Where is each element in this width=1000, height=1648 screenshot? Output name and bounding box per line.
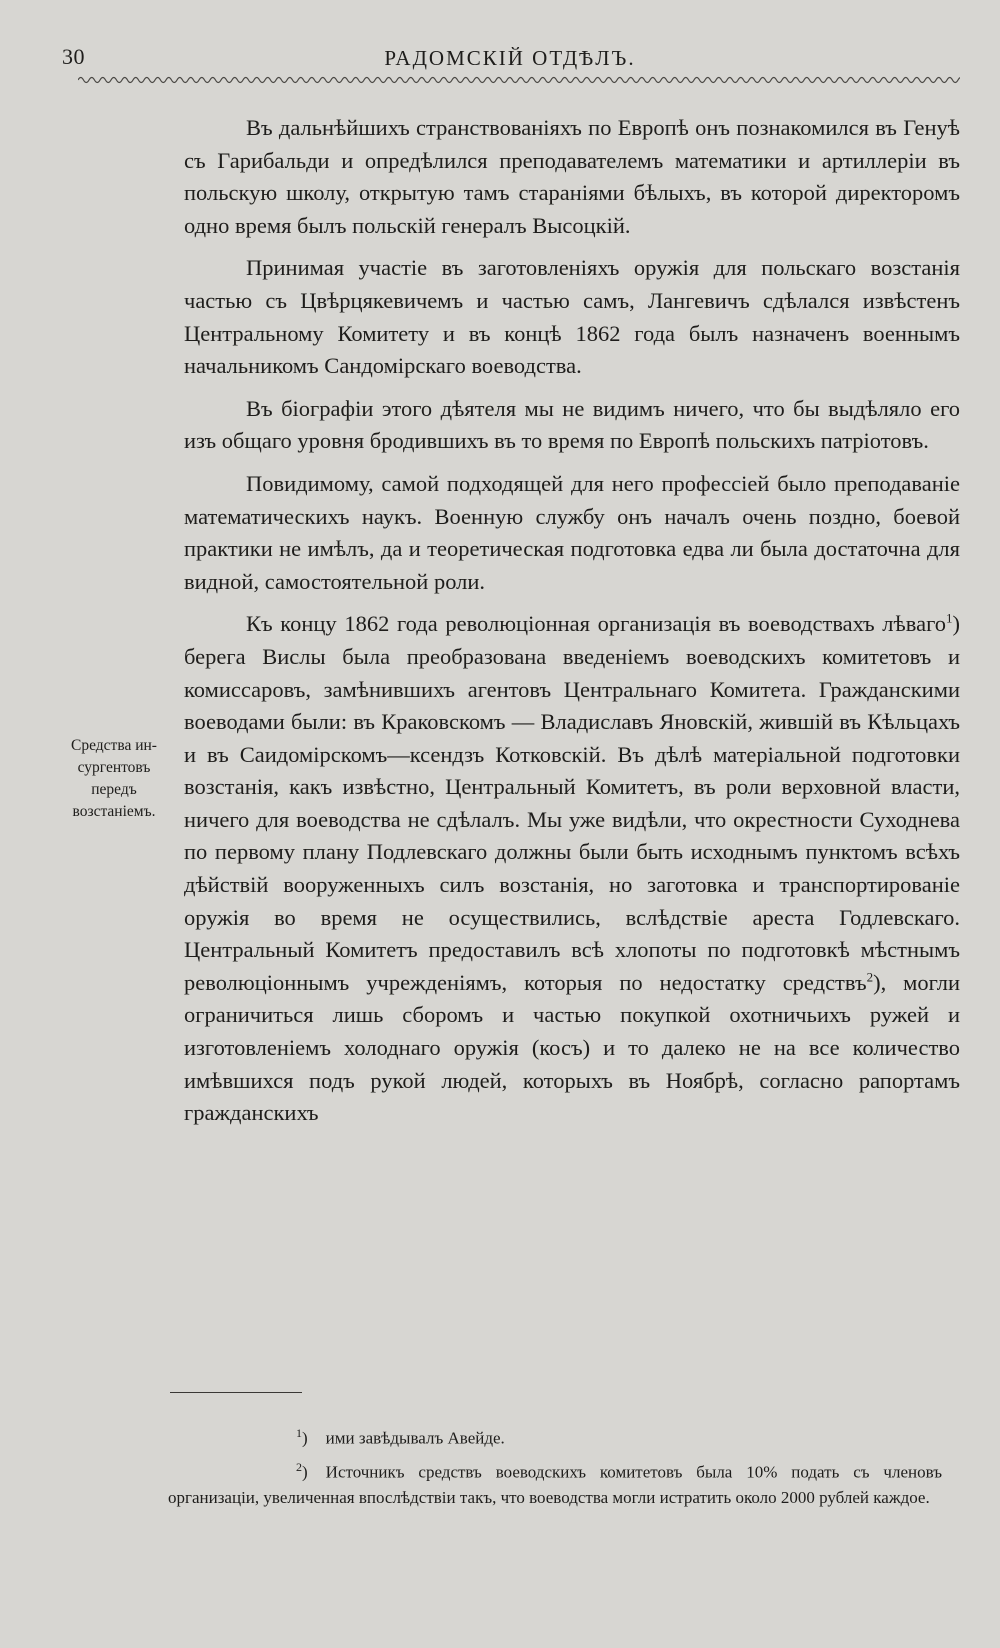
paragraph-text: ) берега Вислы была преобразована введеніемъ воеводскихъ комитетовъ и комиссаровъ, замѣнившихъ агентовъ Центральнаго Комитета. Гражданскими воеводами были: въ Краковскомъ — Владиславъ Яновскій, жившій въ Кѣльцахъ и въ Саидомірскомъ—ксендзъ Котковскій. Въ дѣлѣ матеріальной подготовки возстанія, какъ извѣстно, Центральный Комитетъ, въ роли верховной власти, ничего для воеводства не сдѣлалъ. Мы уже видѣли, что окрестности Суходнева по первому плану Подлевскаго должны были быть исходнымъ пунктомъ всѣхъ дѣйствій вооруженныхъ силъ возстанія, но заготовка и транспортированіе оружія во время не осуществились, вслѣдствіе ареста Годлевскаго. Центральный Комитетъ предоставилъ всѣ хлопоты по подготовкѣ мѣстнымъ революціоннымъ учрежденіямъ, которыя по недостатку средствъ — [184, 611, 960, 995]
margin-note — [54, 735, 174, 823]
paragraph-with-notes — [184, 608, 960, 1130]
paragraph-text: ), могли ограничиться лишь сборомъ и частью покупкой охотничьихъ ружей и изготовленіемъ холоднаго оружія (косъ) и то далеко не на все количество имѣвшихся подъ рукой людей, которыхъ въ Ноябрѣ, согласно рапортамъ гражданскихъ — [184, 969, 961, 1126]
footnote — [168, 1420, 942, 1452]
paragraph: Въ дальнѣйшихъ странствованіяхъ по Европѣ онъ познакомился въ Генуѣ съ Гарибальди и опредѣлился преподавателемъ математики и артиллеріи въ польскую школу, открытую тамъ стараніями бѣлыхъ, въ которой директоромъ одно время былъ польскій генералъ Высоцкій. — [184, 115, 960, 238]
paragraph: Повидимому, самой подходящей для него профессіей было преподаваніе математическихъ наукъ. Военную службу онъ началъ очень поздно, боевой практики не имѣлъ, да и теоретическая подготовка едва ли была достаточна для видной, самостоятельной роли. — [184, 470, 960, 594]
footnote-mark: $^2$) — [296, 1459, 308, 1482]
section-title: РАДОМСКІЙ ОТДѢЛЪ. — [384, 46, 636, 70]
footnote-text: ими завѣдывалъ Авейде. — [325, 1428, 505, 1448]
footnote-ref[interactable]: 2 — [866, 969, 874, 985]
margin-note-line: Средства ин- — [71, 737, 157, 754]
body-text — [184, 112, 960, 1140]
margin-note-line: возстаніемъ. — [72, 803, 156, 820]
footnote-text: Источникъ средствъ воеводскихъ комитетовъ была 10% подать съ членовъ организаціи, увеличенная впослѣдствіи такъ, что воеводства могли истратить около 2000 рублей каждое. — [168, 1462, 942, 1508]
footnote-mark: $^1$) — [296, 1426, 308, 1448]
paragraph: Принимая участіе въ заготовленіяхъ оружія для польскаго возстанія частью съ Цвѣрцякевичемъ и частью самъ, Лангевичъ сдѣлался извѣстенъ Центральному Комитету и въ концѣ 1862 года былъ назначенъ военнымъ начальникомъ Сандомірскаго воеводства. — [184, 255, 960, 379]
paragraph: Въ біографіи этого дѣятеля мы не видимъ ничего, что бы выдѣляло его изъ общаго уровня бродившихъ въ то время по Европѣ польскихъ патріотовъ. — [184, 395, 960, 454]
paragraph-text: Къ концу 1862 года революціонная организація въ воеводствахъ лѣваго — [246, 611, 946, 637]
margin-note-line: сургентовъ — [77, 759, 151, 776]
running-head — [60, 44, 960, 74]
footnote-ref[interactable]: 1 — [946, 610, 953, 626]
footnote — [168, 1454, 942, 1512]
footnotes — [168, 1420, 942, 1513]
page-number: 30 — [62, 44, 85, 69]
margin-note-line: передъ — [91, 781, 137, 798]
wavy-divider — [78, 74, 960, 86]
footnote-rule — [170, 1392, 302, 1393]
